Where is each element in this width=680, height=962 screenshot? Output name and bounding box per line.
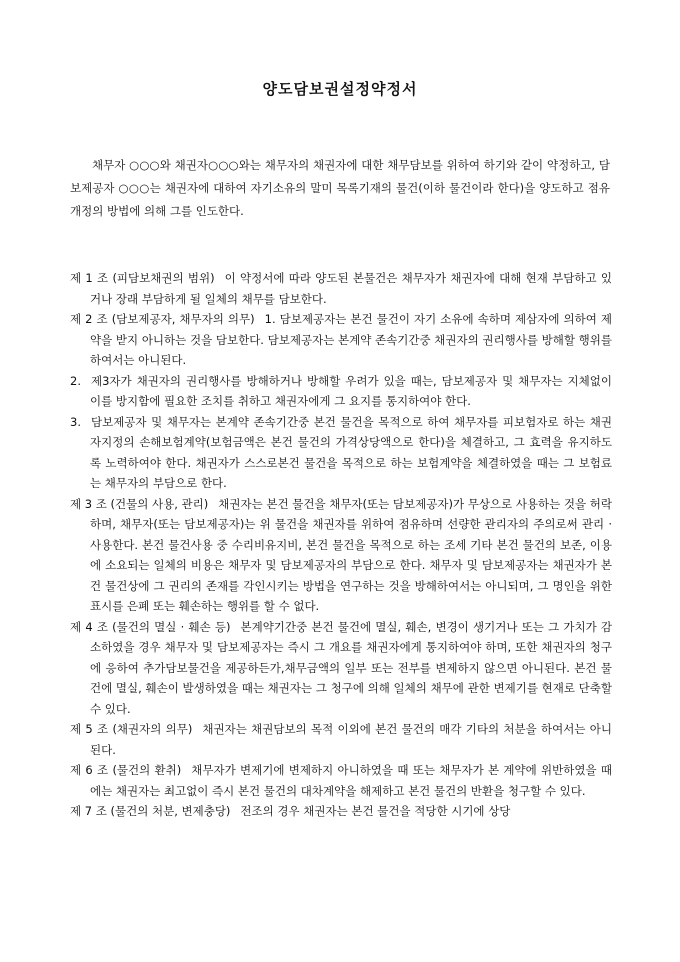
article-1 <box>70 268 612 309</box>
clause-number: 3. <box>70 414 81 429</box>
article-2-clause-2 <box>70 371 612 412</box>
clause-body: 제3자가 채권자의 권리행사를 방해하거나 방해할 우려가 있을 때는, 담보제공자 및 채무자는 지체없이 이를 방지함에 필요한 조치를 취하고 채권자에게 그 요지를 통지하여야 한다. <box>90 373 612 408</box>
article-body: 이 약정서에 따라 양도된 본물건은 채무자가 채권자에 대해 현재 부담하고 있거나 장래 부담하게 될 일체의 채무를 담보한다. <box>90 271 612 306</box>
article-2 <box>70 309 612 371</box>
article-2-clause-3 <box>70 412 612 494</box>
article-heading: 제 6 조 (물건의 환취) <box>70 763 182 777</box>
article-5 <box>70 719 612 760</box>
article-body: 채무자가 변제기에 변제하지 아니하였을 때 또는 채무자가 본 계약에 위반하였을 때에는 채권자는 최고없이 즉시 본건 물건의 대차계약을 해제하고 본건 물건의 반환을 청구할 수 있다. <box>90 763 612 798</box>
article-7 <box>70 801 612 822</box>
article-body: 본계약기간중 본건 물건에 멸실, 훼손, 변경이 생기거나 또는 그 가치가 감소하였을 경우 채무자 및 담보제공자는 즉시 그 개요를 채권자에게 통지하여야 하며, 또한 채권자의 청구에 응하여 추가담보물건을 제공하든가,채무금액의 일부 또는 전부를 변제하지 않으면 아니된다. 본건 물건에 멸실, 훼손이 발생하였을 때는 채권자는 그 청구에 의해 일체의 채무에 관한 변제기를 현재로 단축할 수 있다. <box>90 619 613 716</box>
article-body: 1. 담보제공자는 본건 물건이 자기 소유에 속하며 제삼자에 의하여 제약을 받지 아니하는 것을 담보한다. 담보제공자는 본계약 존속기간중 채권자의 권리행사를 방해할 행위를 하여서는 아니된다. <box>90 312 613 367</box>
article-body: 채권자는 본건 물건을 채무자(또는 담보제공자)가 무상으로 사용하는 것을 허락하며, 채무자(또는 담보제공자)는 위 물건을 채권자를 위하여 점유하며 선량한 관리자의 주의로써 관리 · 사용한다. 본건 물건사용 중 수리비유지비, 본건 물건을 목적으로 하는 조세 기타 본건 물건의 보존, 이용에 소요되는 일체의 비용은 채무자 및 담보제공자의 부담으로 한다. 채무자 및 담보제공자는 채권자가 본건 물건상에 그 권리의 존재를 각인시키는 방법을 연구하는 것을 방해하여서는 아니되며, 그 명인을 위한 표시를 은폐 또는 훼손하는 행위를 할 수 없다. <box>90 496 613 613</box>
article-heading: 제 3 조 (건물의 사용, 관리) <box>70 496 209 511</box>
document-title: 양도담보권설정약정서 <box>262 80 418 98</box>
article-3 <box>70 494 612 617</box>
article-heading: 제 4 조 (물건의 멸실 · 훼손 등) <box>70 619 231 634</box>
article-body: 전조의 경우 채권자는 본건 물건을 적당한 시기에 상당 <box>240 804 511 818</box>
article-body: 채권자는 채권담보의 목적 이외에 본건 물건의 매각 기타의 처분을 하여서는 아니된다. <box>90 722 612 757</box>
clause-number: 2. <box>70 373 81 388</box>
article-heading: 제 7 조 (물건의 처분, 변제충당) <box>70 804 231 818</box>
preamble-paragraph: 채무자 ○○○와 채권자○○○와는 채무자의 채권자에 대한 채무담보를 위하여 하기와 같이 약정하고, 담보제공자 ○○○는 채권자에 대하여 자기소유의 말미 목록기재의 물건(이하 물건이라 한다)을 양도하고 점유개정의 방법에 의해 그를 인도한다. <box>70 158 610 218</box>
article-4 <box>70 617 612 720</box>
clause-body: 담보제공자 및 채무자는 본계약 존속기간중 본건 물건을 목적으로 하여 채무자를 피보험자로 하는 채권자지정의 손해보험계약(보험금액은 본건 물건의 가격상당액으로 한다)을 체결하고, 그 효력을 유지하도록 노력하여야 한다. 채권자가 스스로본건 물건을 목적으로 하는 보험계약을 체결하였을 때는 그 보험료는 채무자의 부담으로 한다. <box>90 414 612 490</box>
article-heading: 제 5 조 (채권자의 의무) <box>70 722 193 736</box>
article-6 <box>70 760 612 801</box>
article-heading: 제 2 조 (담보제공자, 채무자의 의무) <box>70 312 255 326</box>
article-list <box>70 268 612 822</box>
article-heading: 제 1 조 (피담보채권의 범위) <box>70 271 215 285</box>
